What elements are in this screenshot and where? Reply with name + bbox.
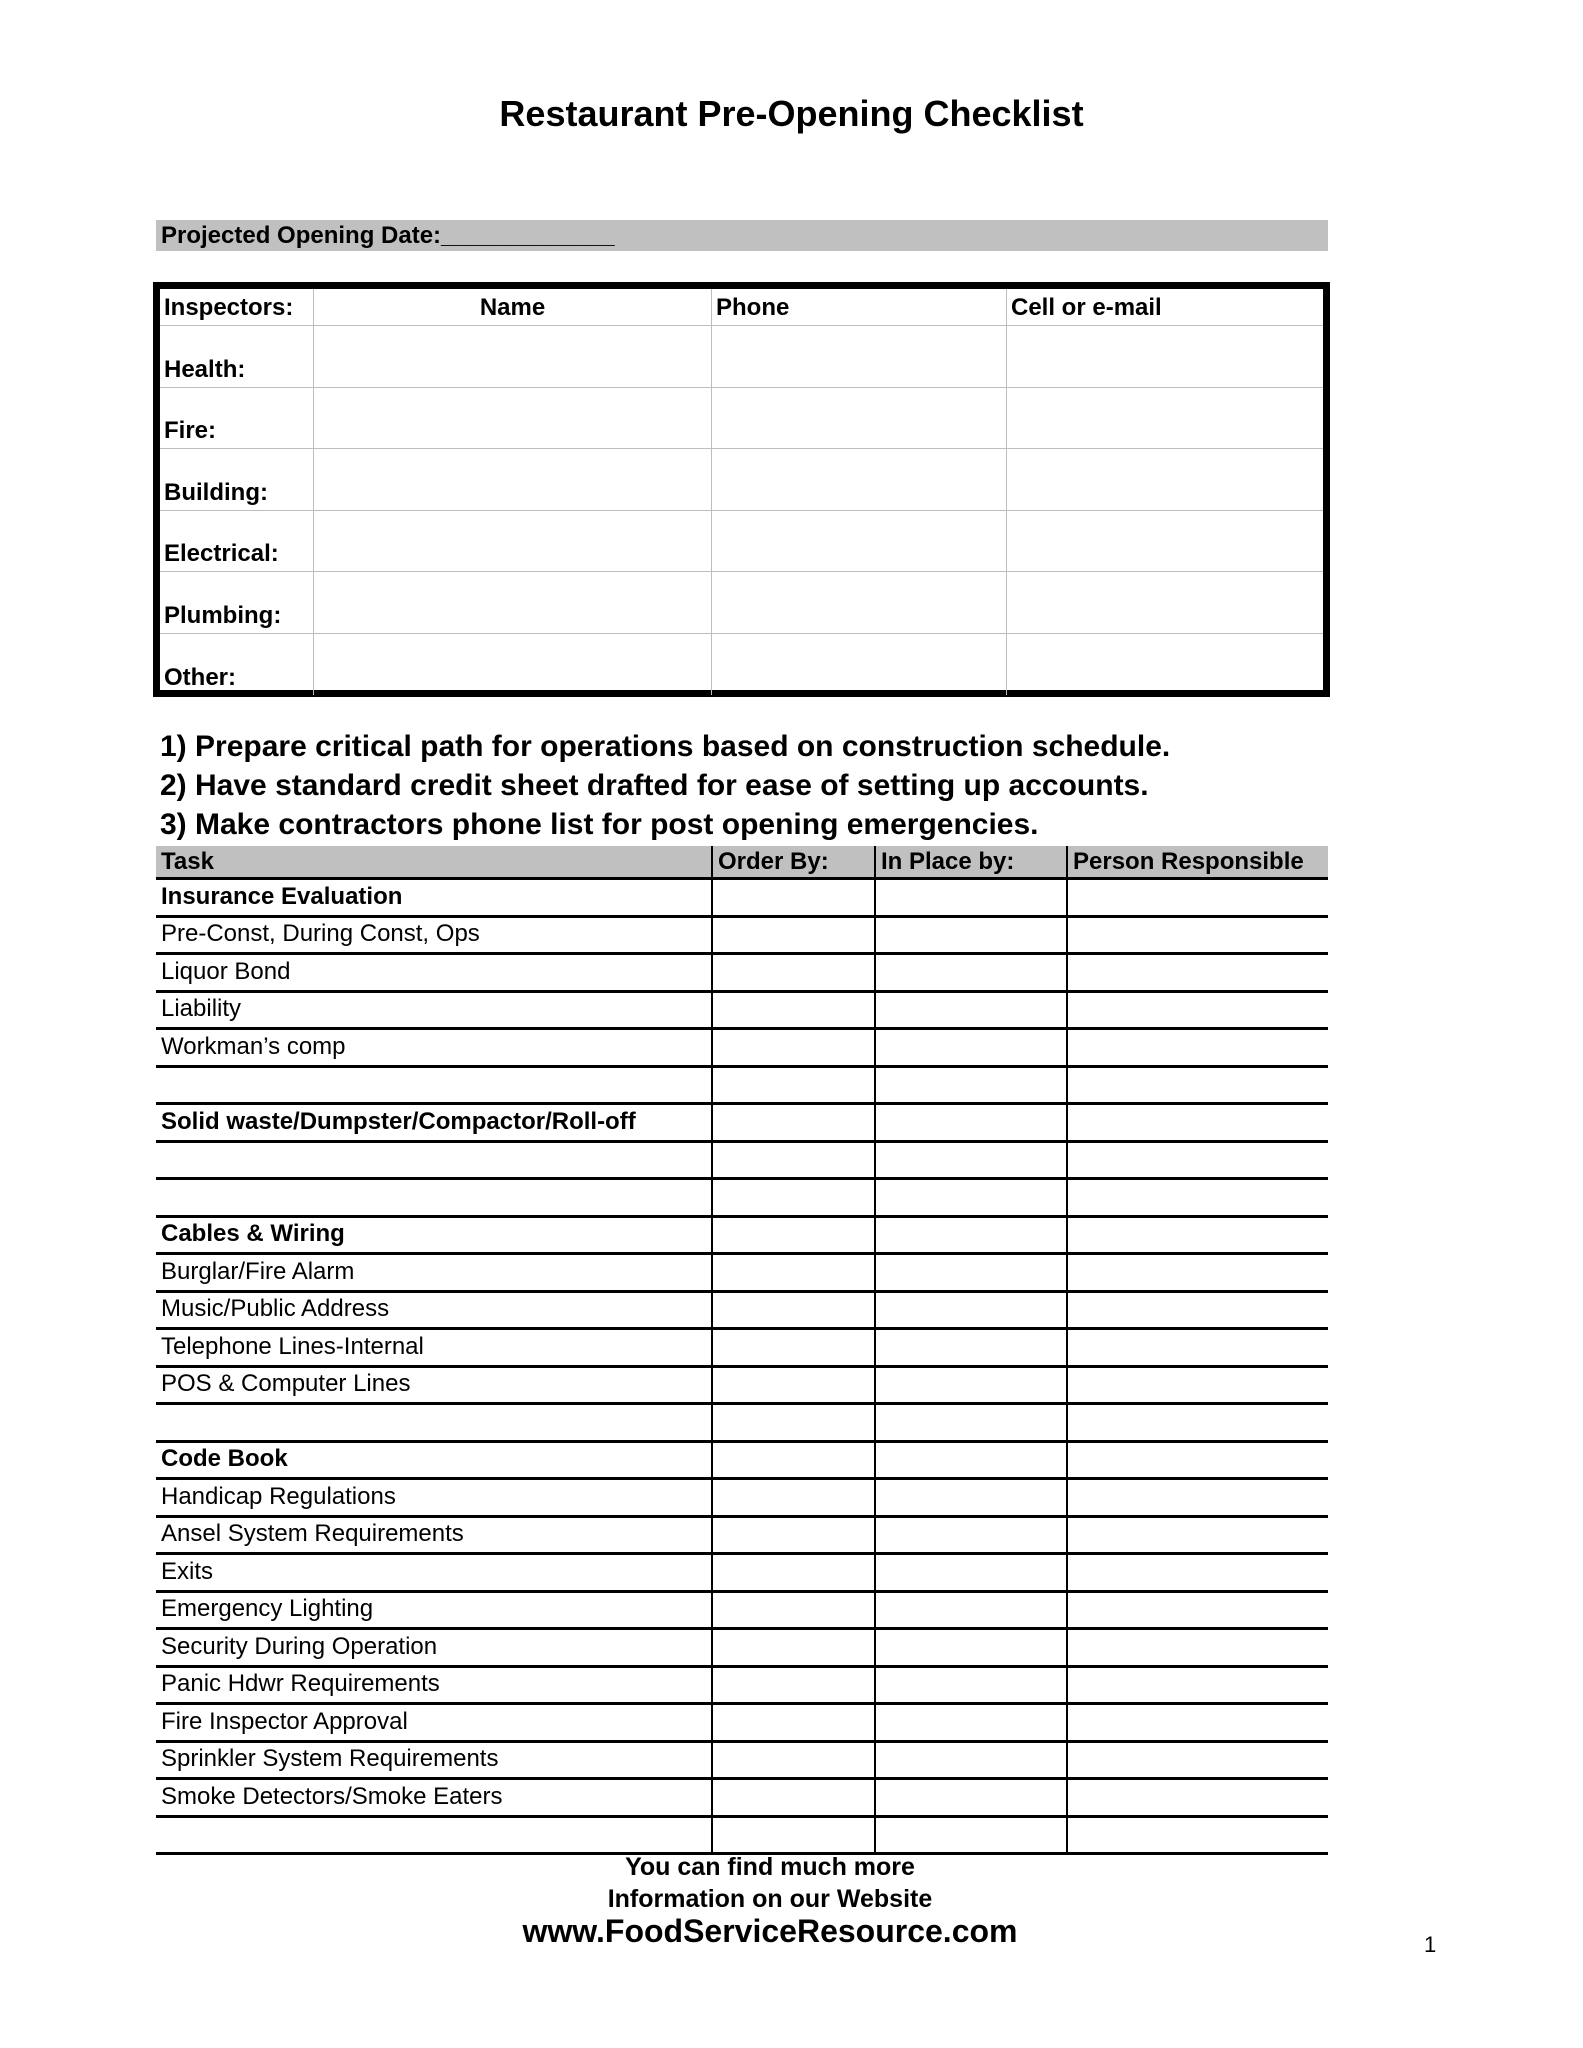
person-responsible-field[interactable]: [1066, 1818, 1328, 1853]
inspector-row: [160, 511, 1323, 573]
order-by-field[interactable]: [711, 1143, 874, 1178]
person-responsible-field[interactable]: [1066, 1143, 1328, 1178]
person-responsible-field[interactable]: [1066, 1180, 1328, 1215]
inspectors-column-header: Cell or e-mail: [1011, 294, 1162, 321]
inspector-phone-field[interactable]: [711, 511, 1006, 572]
task-label: Music/Public Address: [161, 1295, 390, 1322]
order-by-field[interactable]: [711, 1105, 874, 1140]
inspector-type-label: Other:: [164, 664, 236, 691]
task-label: Fire Inspector Approval: [161, 1707, 408, 1735]
footer-website-link[interactable]: www.FoodServiceResource.com: [522, 1913, 1018, 1949]
order-by-field[interactable]: [711, 1405, 874, 1440]
inspector-cell-or-email-field[interactable]: [1006, 634, 1323, 696]
inspectors-header-cell: [160, 289, 313, 325]
task-row: [156, 1068, 1328, 1106]
in-place-by-field[interactable]: [874, 1818, 1066, 1853]
person-responsible-field[interactable]: [1066, 1630, 1328, 1665]
order-by-field[interactable]: [711, 880, 874, 915]
task-label: Burglar/Fire Alarm: [161, 1257, 355, 1285]
task-label: Workman’s comp: [161, 1032, 346, 1060]
order-by-field[interactable]: [711, 1443, 874, 1478]
projected-opening-date-band: [156, 220, 1328, 251]
inspector-row: [160, 634, 1323, 696]
task-cell: [156, 1443, 711, 1478]
person-responsible-field[interactable]: [1066, 1668, 1328, 1703]
task-cell: [156, 1630, 711, 1665]
task-cell: [156, 1743, 711, 1778]
task-section-row: [156, 1443, 1328, 1481]
order-by-field[interactable]: [711, 1518, 874, 1553]
task-cell: [156, 1668, 711, 1703]
order-by-field[interactable]: [711, 1293, 874, 1328]
person-responsible-field[interactable]: [1066, 955, 1328, 990]
task-cell: [156, 1255, 711, 1290]
in-place-by-field[interactable]: [874, 955, 1066, 990]
task-label: POS & Computer Lines: [161, 1370, 411, 1397]
inspectors-column-header: Phone: [716, 294, 790, 321]
inspector-cell-or-email-field[interactable]: [1006, 388, 1323, 449]
task-section-row: [156, 1218, 1328, 1256]
task-cell: [156, 1593, 711, 1628]
in-place-by-field[interactable]: [874, 1330, 1066, 1365]
task-cell: [156, 1105, 711, 1140]
task-row: [156, 1518, 1328, 1556]
order-by-field[interactable]: [711, 1818, 874, 1853]
person-responsible-field[interactable]: [1066, 1255, 1328, 1290]
task-row: [156, 1668, 1328, 1706]
in-place-by-field[interactable]: [874, 1780, 1066, 1815]
task-section-title: Code Book: [161, 1445, 288, 1472]
in-place-by-field[interactable]: [874, 1743, 1066, 1778]
task-row: [156, 1480, 1328, 1518]
inspectors-header-cell: [1006, 289, 1323, 325]
task-row: [156, 1180, 1328, 1218]
task-row: [156, 955, 1328, 993]
task-label: Handicap Regulations: [161, 1482, 396, 1510]
person-responsible-field[interactable]: [1066, 1030, 1328, 1065]
task-row: [156, 1030, 1328, 1068]
inspector-type-label: Health:: [164, 355, 246, 383]
inspector-name-field[interactable]: [313, 449, 711, 510]
task-label: Liquor Bond: [161, 957, 291, 985]
in-place-by-field[interactable]: [874, 1368, 1066, 1403]
person-responsible-field[interactable]: [1066, 1705, 1328, 1740]
person-responsible-field[interactable]: [1066, 1405, 1328, 1440]
person-responsible-field[interactable]: [1066, 1068, 1328, 1103]
task-cell: [156, 1180, 711, 1215]
person-responsible-field[interactable]: [1066, 1555, 1328, 1590]
order-by-field[interactable]: [711, 1255, 874, 1290]
person-responsible-field[interactable]: [1066, 1480, 1328, 1515]
person-responsible-field[interactable]: [1066, 993, 1328, 1028]
person-responsible-field[interactable]: [1066, 1218, 1328, 1253]
task-row: [156, 1780, 1328, 1818]
in-place-by-field[interactable]: [874, 1030, 1066, 1065]
inspector-row: [160, 449, 1323, 511]
inspector-type-cell: [160, 449, 313, 510]
task-cell: [156, 1555, 711, 1590]
inspector-name-field[interactable]: [313, 634, 711, 696]
order-by-field[interactable]: [711, 1743, 874, 1778]
task-row: [156, 993, 1328, 1031]
in-place-by-field[interactable]: [874, 918, 1066, 953]
order-by-field[interactable]: [711, 1030, 874, 1065]
task-section-row: [156, 1105, 1328, 1143]
order-by-field[interactable]: [711, 1218, 874, 1253]
task-cell: [156, 1143, 711, 1178]
order-by-field[interactable]: [711, 1068, 874, 1103]
task-table-body: [156, 880, 1328, 1855]
person-responsible-field[interactable]: [1066, 1443, 1328, 1478]
task-label: Liability: [161, 995, 242, 1022]
order-by-field[interactable]: [711, 1480, 874, 1515]
person-responsible-field[interactable]: [1066, 1518, 1328, 1553]
inspector-phone-field[interactable]: [711, 572, 1006, 633]
order-by-field[interactable]: [711, 1780, 874, 1815]
task-section-title: Solid waste/Dumpster/Compactor/Roll-off: [161, 1107, 636, 1135]
task-cell: [156, 1405, 711, 1440]
task-cell: [156, 1480, 711, 1515]
task-cell: [156, 1218, 711, 1253]
inspector-phone-field[interactable]: [711, 388, 1006, 449]
order-by-field[interactable]: [711, 1593, 874, 1628]
task-label: Pre-Const, During Const, Ops: [161, 920, 480, 947]
inspector-phone-field[interactable]: [711, 634, 1006, 696]
person-responsible-field[interactable]: [1066, 1368, 1328, 1403]
in-place-by-field[interactable]: [874, 1668, 1066, 1703]
person-responsible-field[interactable]: [1066, 1330, 1328, 1365]
task-cell: [156, 1293, 711, 1328]
inspector-row: [160, 388, 1323, 450]
inspector-type-cell: [160, 388, 313, 449]
person-responsible-field[interactable]: [1066, 1293, 1328, 1328]
in-place-by-field[interactable]: [874, 1218, 1066, 1253]
task-section-title: Insurance Evaluation: [161, 882, 403, 910]
in-place-by-field[interactable]: [874, 1593, 1066, 1628]
task-row: [156, 1330, 1328, 1368]
in-place-by-field[interactable]: [874, 1405, 1066, 1440]
in-place-by-field[interactable]: [874, 1143, 1066, 1178]
in-place-by-field[interactable]: [874, 1255, 1066, 1290]
inspector-cell-or-email-field[interactable]: [1006, 449, 1323, 510]
task-cell: [156, 1368, 711, 1403]
task-row: [156, 1255, 1328, 1293]
instruction-step: 3) Make contractors phone list for post opening emergencies.: [160, 808, 1039, 841]
inspector-type-cell: [160, 511, 313, 572]
person-responsible-field[interactable]: [1066, 1105, 1328, 1140]
in-place-by-field[interactable]: [874, 1443, 1066, 1478]
task-cell: [156, 993, 711, 1028]
task-label: Exits: [161, 1557, 214, 1585]
in-place-by-field[interactable]: [874, 1480, 1066, 1515]
inspector-name-field[interactable]: [313, 511, 711, 572]
order-by-field[interactable]: [711, 1630, 874, 1665]
column-header-task: Task: [161, 848, 214, 875]
document-title: Restaurant Pre-Opening Checklist: [499, 93, 1084, 134]
person-responsible-field[interactable]: [1066, 918, 1328, 953]
inspectors-column-header: Name: [479, 294, 546, 321]
inspector-name-field[interactable]: [313, 388, 711, 449]
order-by-field[interactable]: [711, 993, 874, 1028]
instruction-step: 1) Prepare critical path for operations based on construction schedule.: [160, 730, 1171, 763]
task-row: [156, 1818, 1328, 1856]
column-header-person-responsible: Person Responsible: [1066, 846, 1328, 877]
inspector-cell-or-email-field[interactable]: [1006, 511, 1323, 572]
task-label: Ansel System Requirements: [161, 1520, 464, 1547]
person-responsible-field[interactable]: [1066, 1743, 1328, 1778]
task-label: Smoke Detectors/Smoke Eaters: [161, 1782, 503, 1810]
task-row: [156, 1705, 1328, 1743]
footer-line-1: You can find much more: [625, 1853, 915, 1881]
inspector-name-field[interactable]: [313, 326, 711, 387]
task-cell: [156, 1818, 711, 1853]
task-row: [156, 1293, 1328, 1331]
order-by-field[interactable]: [711, 1368, 874, 1403]
task-row: [156, 1368, 1328, 1406]
inspector-row: [160, 572, 1323, 634]
in-place-by-field[interactable]: [874, 993, 1066, 1028]
order-by-field[interactable]: [711, 1668, 874, 1703]
task-label: Telephone Lines-Internal: [161, 1332, 424, 1360]
inspectors-table: [153, 282, 1330, 697]
task-section-title: Cables & Wiring: [161, 1220, 345, 1247]
inspector-type-label: Plumbing:: [164, 601, 282, 629]
task-label: Panic Hdwr Requirements: [161, 1670, 440, 1697]
inspector-type-label: Electrical:: [164, 540, 279, 567]
in-place-by-field[interactable]: [874, 1518, 1066, 1553]
in-place-by-field[interactable]: [874, 1705, 1066, 1740]
task-cell: [156, 1330, 711, 1365]
order-by-field[interactable]: [711, 955, 874, 990]
in-place-by-field[interactable]: [874, 1180, 1066, 1215]
task-row: [156, 1593, 1328, 1631]
task-cell: [156, 955, 711, 990]
order-by-field[interactable]: [711, 1330, 874, 1365]
task-row: [156, 918, 1328, 956]
page-number: 1: [1424, 1932, 1437, 1957]
projected-opening-date-field[interactable]: Projected Opening Date:_____________: [161, 222, 615, 249]
task-label: Sprinkler System Requirements: [161, 1745, 499, 1772]
inspector-phone-field[interactable]: [711, 326, 1006, 387]
inspector-phone-field[interactable]: [711, 449, 1006, 510]
in-place-by-field[interactable]: [874, 1293, 1066, 1328]
task-row: [156, 1555, 1328, 1593]
task-section-row: [156, 880, 1328, 918]
order-by-field[interactable]: [711, 1555, 874, 1590]
task-table-header: [156, 846, 1328, 880]
inspectors-header-cell: [313, 289, 711, 325]
in-place-by-field[interactable]: [874, 1105, 1066, 1140]
order-by-field[interactable]: [711, 918, 874, 953]
task-cell: [156, 1780, 711, 1815]
in-place-by-field[interactable]: [874, 1068, 1066, 1103]
footer-line-2: Information on our Website: [607, 1885, 933, 1913]
inspector-type-label: Building:: [164, 478, 268, 506]
in-place-by-field[interactable]: [874, 880, 1066, 915]
inspector-type-label: Fire:: [164, 417, 217, 444]
person-responsible-field[interactable]: [1066, 1593, 1328, 1628]
task-label: Emergency Lighting: [161, 1595, 374, 1622]
task-row: [156, 1405, 1328, 1443]
inspector-cell-or-email-field[interactable]: [1006, 326, 1323, 387]
task-cell: [156, 918, 711, 953]
inspectors-header-cell: [711, 289, 1006, 325]
column-header-in-place-by: In Place by:: [874, 846, 1066, 877]
column-header-order-by: Order By:: [711, 846, 874, 877]
task-row: [156, 1630, 1328, 1668]
inspector-name-field[interactable]: [313, 572, 711, 633]
task-row: [156, 1143, 1328, 1181]
task-cell: [156, 1705, 711, 1740]
task-cell: [156, 1518, 711, 1553]
in-place-by-field[interactable]: [874, 1555, 1066, 1590]
task-cell: [156, 1030, 711, 1065]
inspector-cell-or-email-field[interactable]: [1006, 572, 1323, 633]
in-place-by-field[interactable]: [874, 1630, 1066, 1665]
person-responsible-field[interactable]: [1066, 1780, 1328, 1815]
inspector-row: [160, 326, 1323, 388]
task-cell: [156, 1068, 711, 1103]
inspectors-header-row: [160, 289, 1323, 326]
instruction-step: 2) Have standard credit sheet drafted for ease of setting up accounts.: [160, 769, 1149, 802]
order-by-field[interactable]: [711, 1705, 874, 1740]
inspector-type-cell: [160, 634, 313, 696]
task-label: Security During Operation: [161, 1632, 438, 1660]
order-by-field[interactable]: [711, 1180, 874, 1215]
person-responsible-field[interactable]: [1066, 880, 1328, 915]
inspector-type-cell: [160, 326, 313, 387]
inspectors-column-header: Inspectors:: [164, 294, 294, 321]
instruction-list: [160, 727, 1170, 844]
task-row: [156, 1743, 1328, 1781]
task-cell: [156, 880, 711, 915]
inspector-type-cell: [160, 572, 313, 633]
